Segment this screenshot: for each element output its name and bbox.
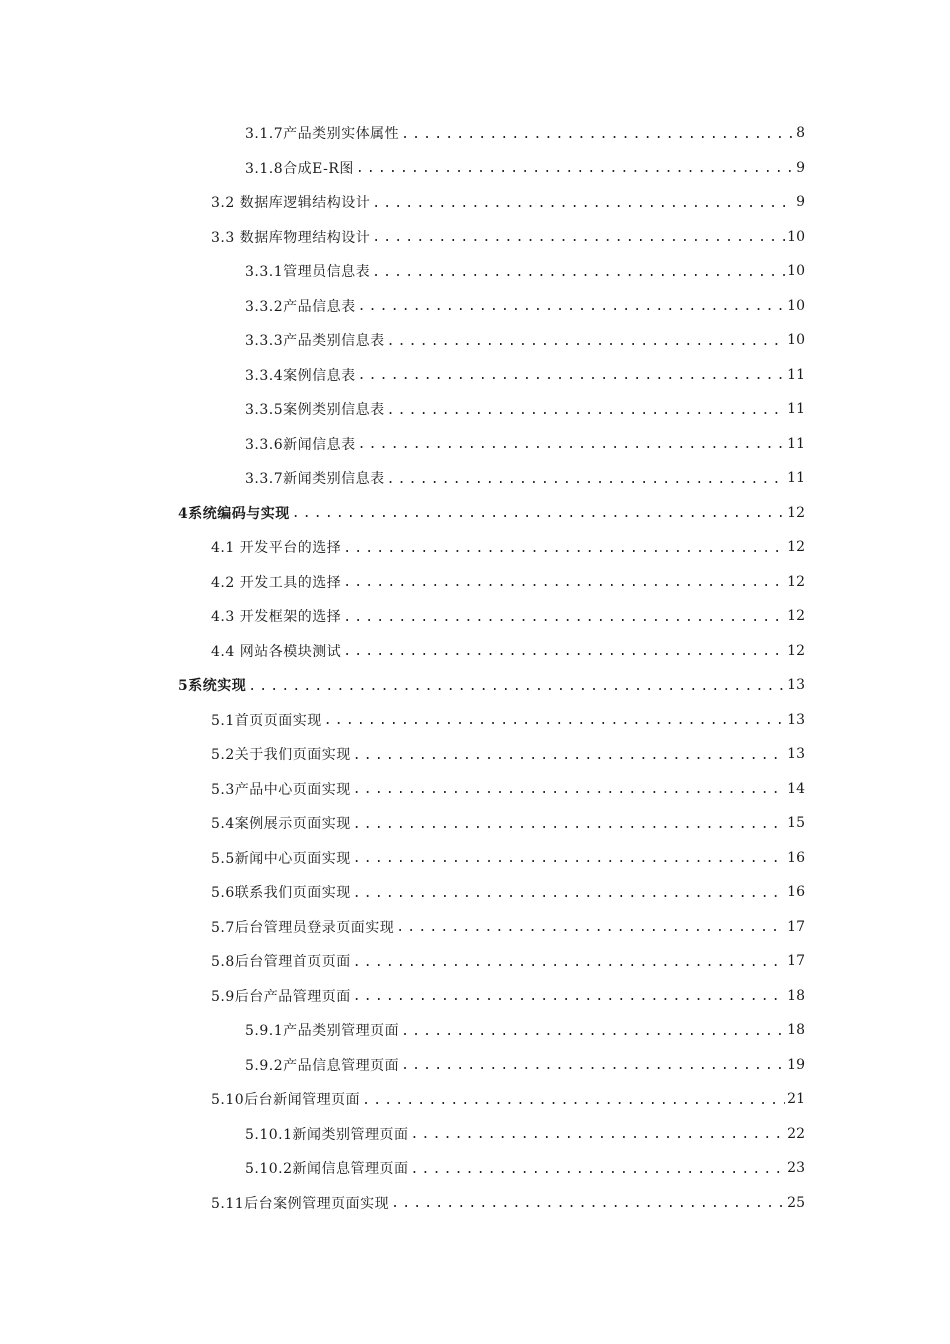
toc-entry-title: 4.4 网站各模块测试 [211,643,342,660]
toc-entry[interactable] [0,599,950,634]
toc-entry[interactable] [0,496,950,531]
toc-entry-page: 12 [787,539,805,556]
toc-entry-title: 3.1.7产品类别实体属性 [245,126,400,143]
toc-entry-page: 16 [787,849,805,866]
toc-entry-page: 13 [787,677,805,694]
toc-entry[interactable] [0,910,950,945]
toc-leader-dots [401,1024,785,1039]
toc-entry-title: 3.3.5案例类别信息表 [245,402,385,419]
toc-entry-title: 5.10后台新闻管理页面 [211,1092,361,1109]
toc-entry[interactable] [0,1013,950,1048]
toc-entry-page: 11 [787,366,805,383]
toc-entry-page: 15 [787,815,805,832]
toc-leader-dots [401,1058,785,1073]
table-of-contents [0,116,950,1220]
toc-entry-page: 16 [787,884,805,901]
toc-entry[interactable] [0,979,950,1014]
toc-entry-page: 21 [787,1091,805,1108]
toc-entry-title: 3.1.8合成E-R图 [245,160,354,177]
toc-entry-title: 5.9.1产品类别管理页面 [245,1023,400,1040]
toc-entry-page: 14 [787,780,805,797]
toc-entry[interactable] [0,289,950,324]
toc-entry[interactable] [0,116,950,151]
toc-leader-dots [401,127,793,142]
toc-leader-dots [387,472,786,487]
toc-entry-title: 3.3.1管理员信息表 [245,264,371,281]
toc-entry-page: 9 [796,159,805,176]
toc-entry-page: 10 [787,263,805,280]
toc-leader-dots [353,817,785,832]
toc-entry[interactable] [0,220,950,255]
toc-leader-dots [353,886,785,901]
toc-entry-title: 5.7后台管理员登录页面实现 [211,919,395,936]
toc-entry-title: 5.9后台产品管理页面 [211,988,351,1005]
toc-entry-title: 5.4案例展示页面实现 [211,816,351,833]
toc-entry-title: 5.9.2产品信息管理页面 [245,1057,400,1074]
toc-leader-dots [324,713,785,728]
toc-leader-dots [391,1196,785,1211]
toc-leader-dots [372,265,785,280]
toc-entry-page: 18 [787,1022,805,1039]
toc-entry[interactable] [0,1186,950,1221]
toc-leader-dots [411,1127,786,1142]
toc-entry[interactable] [0,1117,950,1152]
toc-entry-title: 5.8后台管理首页页面 [211,954,351,971]
toc-entry-page: 10 [787,228,805,245]
toc-entry-title: 4.3 开发框架的选择 [211,609,342,626]
toc-leader-dots [358,299,786,314]
toc-leader-dots [353,748,785,763]
toc-entry[interactable] [0,185,950,220]
toc-entry-title: 5.5新闻中心页面实现 [211,850,351,867]
toc-entry-title: 5.11后台案例管理页面实现 [211,1195,390,1212]
toc-entry-page: 19 [787,1056,805,1073]
toc-entry[interactable] [0,1082,950,1117]
toc-entry-page: 23 [787,1160,805,1177]
toc-leader-dots [292,506,785,521]
toc-leader-dots [353,851,785,866]
toc-leader-dots [372,230,785,245]
toc-entry-page: 12 [787,608,805,625]
toc-leader-dots [343,644,785,659]
toc-entry[interactable] [0,703,950,738]
toc-entry-page: 11 [787,401,805,418]
toc-entry[interactable] [0,841,950,876]
toc-entry-title: 5.10.2新闻信息管理页面 [245,1161,409,1178]
toc-entry-page: 12 [787,504,805,521]
toc-entry-page: 9 [796,194,805,211]
toc-entry-page: 12 [787,573,805,590]
toc-entry-title: 3.3.4案例信息表 [245,367,356,384]
toc-entry-page: 22 [787,1125,805,1142]
toc-entry-page: 13 [787,746,805,763]
toc-entry[interactable] [0,668,950,703]
toc-entry[interactable] [0,254,950,289]
toc-entry[interactable] [0,944,950,979]
toc-entry-page: 25 [787,1194,805,1211]
toc-leader-dots [358,437,786,452]
toc-entry-title: 3.3.6新闻信息表 [245,436,356,453]
toc-entry[interactable] [0,151,950,186]
toc-leader-dots [343,575,785,590]
toc-entry[interactable] [0,1048,950,1083]
toc-entry[interactable] [0,1151,950,1186]
toc-entry-title: 4.2 开发工具的选择 [211,574,342,591]
toc-entry[interactable] [0,358,950,393]
toc-leader-dots [343,541,785,556]
toc-entry-title: 4.1 开发平台的选择 [211,540,342,557]
toc-entry-page: 11 [787,470,805,487]
toc-entry-title: 5.2关于我们页面实现 [211,747,351,764]
toc-entry-page: 10 [787,297,805,314]
toc-entry-page: 17 [787,918,805,935]
toc-leader-dots [358,368,786,383]
toc-entry[interactable] [0,530,950,565]
toc-leader-dots [248,679,785,694]
toc-entry-title: 3.2 数据库逻辑结构设计 [211,195,371,212]
toc-entry-page: 18 [787,987,805,1004]
toc-leader-dots [356,161,793,176]
toc-leader-dots [387,403,786,418]
toc-leader-dots [353,782,785,797]
toc-entry[interactable] [0,323,950,358]
toc-entry[interactable] [0,427,950,462]
toc-leader-dots [343,610,785,625]
toc-leader-dots [396,920,785,935]
toc-leader-dots [362,1093,785,1108]
toc-leader-dots [411,1162,786,1177]
toc-entry-title: 5.10.1新闻类别管理页面 [245,1126,409,1143]
toc-entry-title: 3.3.3产品类别信息表 [245,333,385,350]
toc-entry[interactable] [0,461,950,496]
toc-leader-dots [372,196,793,211]
toc-entry-page: 12 [787,642,805,659]
toc-entry-page: 10 [787,332,805,349]
toc-entry-page: 11 [787,435,805,452]
toc-entry-page: 13 [787,711,805,728]
toc-entry-title: 5.6联系我们页面实现 [211,885,351,902]
toc-entry-title: 4系统编码与实现 [178,505,290,522]
toc-leader-dots [353,955,785,970]
toc-leader-dots [353,989,785,1004]
toc-entry-title: 5.3产品中心页面实现 [211,781,351,798]
toc-entry-title: 5系统实现 [178,678,247,695]
toc-entry-page: 17 [787,953,805,970]
toc-entry[interactable] [0,806,950,841]
toc-entry-title: 3.3.7新闻类别信息表 [245,471,385,488]
toc-entry[interactable] [0,634,950,669]
toc-entry[interactable] [0,392,950,427]
toc-entry-title: 3.3.2产品信息表 [245,298,356,315]
toc-entry[interactable] [0,875,950,910]
toc-entry-page: 8 [796,125,805,142]
toc-entry-title: 3.3 数据库物理结构设计 [211,229,371,246]
toc-entry[interactable] [0,737,950,772]
toc-entry-title: 5.1首页页面实现 [211,712,322,729]
toc-entry[interactable] [0,772,950,807]
toc-entry[interactable] [0,565,950,600]
toc-leader-dots [387,334,786,349]
